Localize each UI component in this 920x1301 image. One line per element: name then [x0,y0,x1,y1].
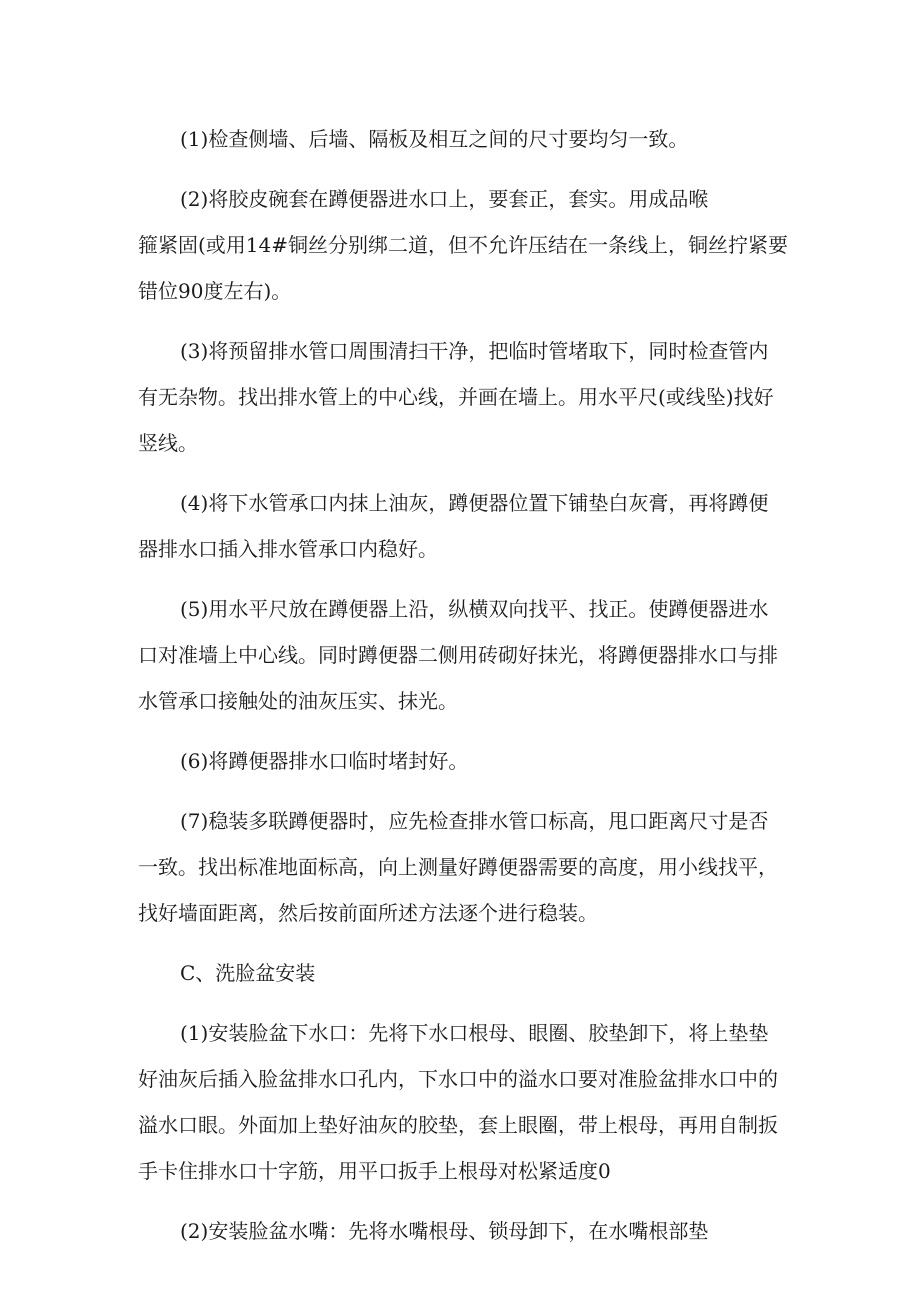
paragraph-1 [138,116,788,162]
paragraph-line: 水管承口接触处的油灰压实、抹光。 [138,689,458,713]
paragraph-line: 器排水口插入排水管承口内稳好。 [138,537,438,561]
paragraph-line: (3)将预留排水管口周围清扫干净，把临时管堵取下，同时检查管内 [180,339,769,363]
paragraph-line: 错位90度左右)。 [138,279,292,303]
paragraph-line: (1)检查侧墙、后墙、隔板及相互之间的尺寸要均匀一致。 [180,127,689,151]
paragraph-4 [138,480,788,572]
paragraph-line: (4)将下水管承口内抹上油灰，蹲便器位置下铺垫白灰膏，再将蹲便 [180,491,769,515]
section-heading: C、洗脸盆安装 [180,961,316,985]
paragraph-6 [138,738,788,784]
paragraph-5 [138,586,788,724]
paragraph-line: 一致。找出标准地面标高，向上测量好蹲便器需要的高度，用小线找平， [138,855,778,879]
paragraph-9 [138,1208,788,1254]
paragraph-line: 口对准墙上中心线。同时蹲便器二侧用砖砌好抹光，将蹲便器排水口与排 [138,643,778,667]
paragraph-line: (5)用水平尺放在蹲便器上沿，纵横双向找平、找正。使蹲便器进水 [180,597,769,621]
section-heading-washbasin [138,950,788,996]
paragraph-line: 有无杂物。找出排水管上的中心线，并画在墙上。用水平尺(或线坠)找好 [138,385,774,409]
paragraph-line: (6)将蹲便器排水口临时堵封好。 [180,749,469,773]
paragraph-line: 找好墙面距离，然后按前面所述方法逐个进行稳装。 [138,901,598,925]
paragraph-line: (7)稳装多联蹲便器时，应先检查排水管口标高，甩口距离尺寸是否 [180,809,769,833]
paragraph-line: (2)安装脸盆水嘴：先将水嘴根母、锁母卸下，在水嘴根部垫 [180,1219,709,1243]
paragraph-8 [138,1010,788,1194]
paragraph-3 [138,328,788,466]
paragraph-line: 手卡住排水口十字筋，用平口扳手上根母对松紧适度0 [138,1159,611,1183]
paragraph-line: 箍紧固(或用14#铜丝分别绑二道，但不允许压结在一条线上，铜丝拧紧要 [138,233,789,257]
paragraph-line: 好油灰后插入脸盆排水口孔内，下水口中的溢水口要对准脸盆排水口中的 [138,1067,778,1091]
paragraph-7 [138,798,788,936]
paragraph-line: 竖线。 [138,431,198,455]
paragraph-line: 溢水口眼。外面加上垫好油灰的胶垫，套上眼圈，带上根母，再用自制扳 [138,1113,778,1137]
paragraph-line: (2)将胶皮碗套在蹲便器进水口上，要套正，套实。用成品喉 [180,187,709,211]
document-body [138,116,788,1268]
paragraph-2 [138,176,788,314]
paragraph-line: (1)安装脸盆下水口：先将下水口根母、眼圈、胶垫卸下，将上垫垫 [180,1021,769,1045]
